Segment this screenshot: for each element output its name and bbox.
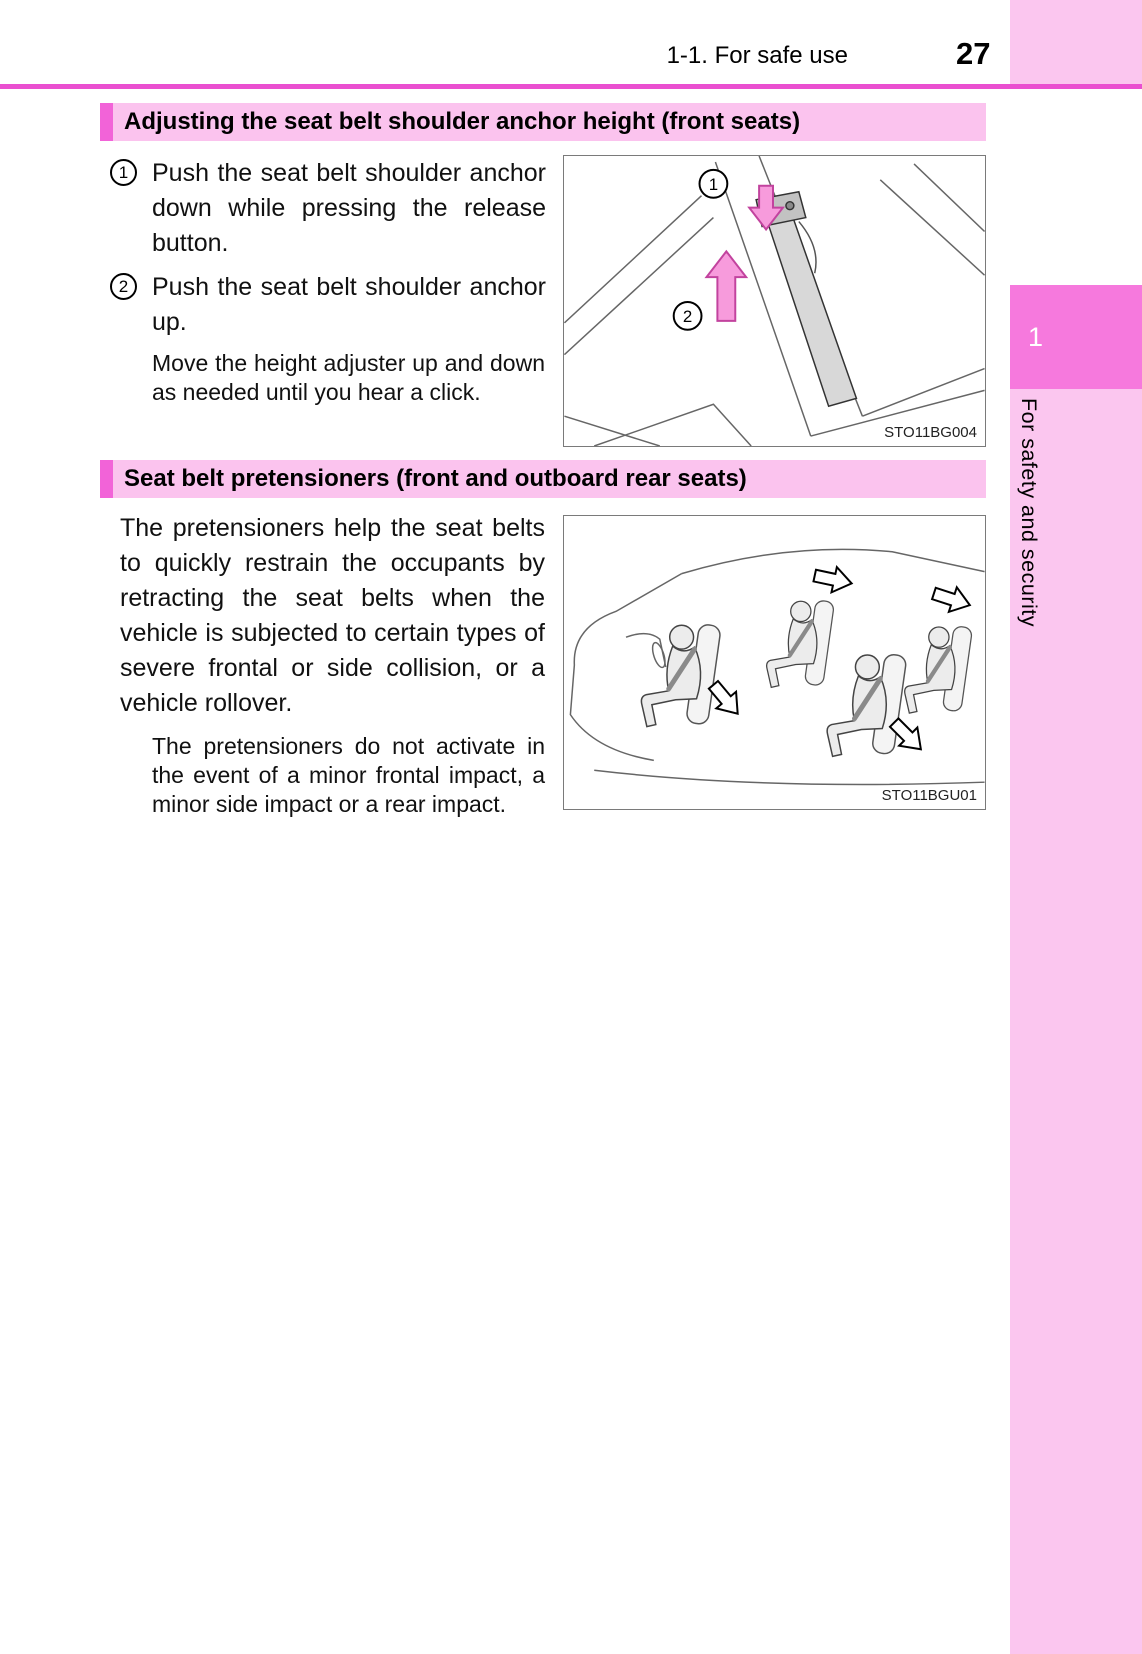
occupant-front-passenger: [767, 600, 835, 687]
section-heading-1: Adjusting the seat belt shoulder anchor height (front seats): [113, 103, 986, 141]
sidebar-tab: [1010, 285, 1142, 389]
retract-arrow-icon: [930, 581, 974, 617]
step-2-number: 2: [118, 276, 129, 296]
pretensioner-illustration: [564, 516, 985, 809]
occupant-driver: [641, 624, 721, 727]
header-rule: [0, 84, 1142, 89]
section-heading-bar-1: [100, 103, 986, 141]
occupant-rear-far: [905, 626, 973, 713]
sidebar-top-strip: [1010, 0, 1142, 84]
figure-caption: STO11BG004: [884, 424, 977, 441]
figure-caption: STO11BGU01: [881, 787, 977, 804]
sidebar-tab-number: 1: [1028, 321, 1044, 352]
pretensioner-note: The pretensioners do not activate in the event of a minor frontal impact, a minor side impact or a rear impact.: [152, 733, 545, 817]
heading-accent: [100, 103, 113, 141]
height-adjuster-note: Move the height adjuster up and down as needed until you hear a click.: [152, 350, 545, 405]
section-heading-bar-2: [100, 460, 986, 498]
step-2-text: Push the seat belt shoulder anchor up.: [152, 273, 546, 336]
step-1-text: Push the seat belt shoulder anchor down while pressing the release button.: [152, 159, 546, 257]
arrow-up-icon: [706, 251, 746, 321]
steering-wheel: [650, 641, 667, 669]
header-section-label: 1-1. For safe use: [666, 42, 848, 69]
step-1-number-badge: [110, 159, 137, 186]
heading-accent: [100, 460, 113, 498]
section-heading-2: Seat belt pretensioners (front and outboard rear seats): [113, 460, 986, 498]
figure-pretensioners: [563, 515, 986, 810]
page-number: 27: [956, 36, 991, 71]
step-2-number-badge: [110, 273, 137, 300]
pretensioner-body-text: The pretensioners help the seat belts to quickly restrain the occupants by retracting the seat belts when the vehicle is subjected to certain types of severe frontal or side collision, or a vehicle rollover.: [120, 514, 545, 717]
release-button: [786, 202, 794, 210]
belt-anchor-illustration: [564, 156, 985, 446]
figure-belt-anchor: [563, 155, 986, 447]
retract-arrow-icon: [812, 563, 854, 596]
callout-2-number: 2: [682, 306, 693, 326]
callout-1-number: 1: [708, 174, 719, 194]
occupant-rear-near: [827, 653, 907, 756]
step-1-number: 1: [118, 162, 129, 182]
sidebar-label: For safety and security: [1017, 398, 1041, 627]
